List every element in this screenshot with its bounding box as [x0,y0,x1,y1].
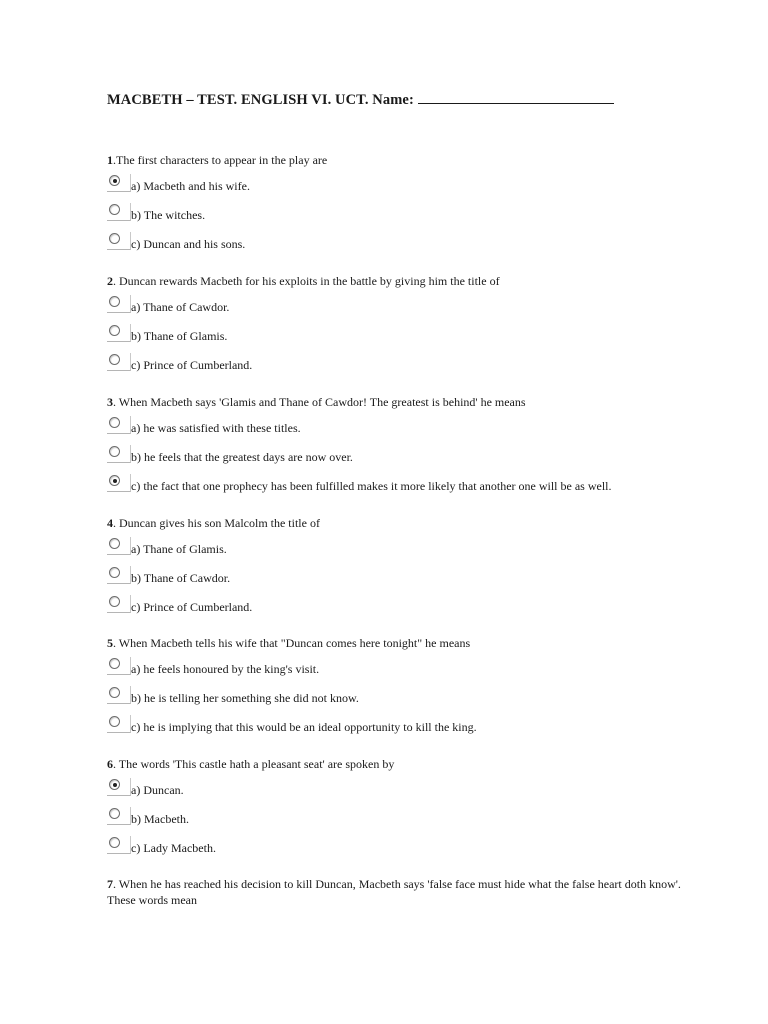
question-2 [107,273,717,376]
option-label: c) the fact that one prophecy has been fulfilled makes it more likely that another one will be as well. [131,479,612,493]
question-prompt: . Duncan gives his son Malcolm the title of [113,516,320,530]
question-number: 3 [107,395,113,409]
option-a[interactable] [107,410,717,439]
option-c[interactable] [107,589,717,618]
option-c[interactable] [107,347,717,376]
option-c[interactable] [107,709,717,738]
question-5 [107,635,717,738]
option-label: b) he is telling her something she did not know. [131,691,359,705]
radio-button[interactable] [107,174,131,192]
radio-circle-icon[interactable] [109,567,120,578]
radio-button[interactable] [107,232,131,250]
option-label: a) Duncan. [131,783,184,797]
question-3 [107,394,717,497]
option-c[interactable] [107,468,717,497]
radio-button[interactable] [107,203,131,221]
radio-button[interactable] [107,324,131,342]
question-text [107,152,717,168]
radio-button[interactable] [107,474,131,492]
radio-circle-icon[interactable] [109,325,120,336]
option-b[interactable] [107,801,717,830]
question-prompt: . When Macbeth says 'Glamis and Thane of Cawdor! The greatest is behind' he means [113,395,526,409]
radio-circle-icon[interactable] [109,716,120,727]
question-prompt: . The words 'This castle hath a pleasant seat' are spoken by [113,757,395,771]
question-text [107,876,707,908]
radio-circle-icon[interactable] [109,596,120,607]
radio-button[interactable] [107,778,131,796]
question-text [107,273,717,289]
question-prompt: . Duncan rewards Macbeth for his exploits in the battle by giving him the title of [113,274,500,288]
option-label: c) Prince of Cumberland. [131,600,253,614]
title-text: MACBETH – TEST. ENGLISH VI. UCT. Name: [107,92,414,108]
radio-circle-icon[interactable] [109,233,120,244]
question-prompt: . When Macbeth tells his wife that "Duncan comes here tonight" he means [113,636,471,650]
question-text [107,515,717,531]
radio-circle-icon[interactable] [109,837,120,848]
question-number: 4 [107,516,113,530]
radio-button[interactable] [107,807,131,825]
option-a[interactable] [107,168,717,197]
option-label: a) he feels honoured by the king's visit. [131,662,320,676]
radio-circle-icon[interactable] [109,687,120,698]
radio-circle-icon[interactable] [109,296,120,307]
option-c[interactable] [107,830,717,859]
option-label: b) Macbeth. [131,812,189,826]
question-number: 5 [107,636,113,650]
option-label: a) Thane of Glamis. [131,542,227,556]
question-number: 1 [107,153,113,167]
option-label: c) he is implying that this would be an ideal opportunity to kill the king. [131,720,477,734]
radio-button[interactable] [107,595,131,613]
question-text [107,635,717,651]
name-blank-line [418,91,614,104]
radio-selected-icon[interactable] [109,175,120,186]
question-number: 6 [107,757,113,771]
option-label: a) he was satisfied with these titles. [131,421,301,435]
option-label: b) Thane of Cawdor. [131,571,231,585]
question-prompt: . When he has reached his decision to kill Duncan, Macbeth says 'false face must hide what the false heart doth know'. These words mean [107,877,681,907]
radio-button[interactable] [107,715,131,733]
question-text [107,394,717,410]
option-label: b) The witches. [131,208,206,222]
radio-selected-icon[interactable] [109,475,120,486]
option-a[interactable] [107,531,717,560]
option-c[interactable] [107,226,717,255]
option-a[interactable] [107,772,717,801]
question-7 [107,876,707,908]
question-6 [107,756,717,859]
option-label: a) Thane of Cawdor. [131,300,230,314]
option-label: c) Duncan and his sons. [131,237,246,251]
option-label: c) Lady Macbeth. [131,841,216,855]
option-label: c) Prince of Cumberland. [131,358,253,372]
radio-button[interactable] [107,445,131,463]
question-number: 2 [107,274,113,288]
radio-circle-icon[interactable] [109,446,120,457]
option-b[interactable] [107,680,717,709]
radio-button[interactable] [107,657,131,675]
question-4 [107,515,717,618]
option-label: b) Thane of Glamis. [131,329,228,343]
radio-button[interactable] [107,686,131,704]
radio-button[interactable] [107,416,131,434]
radio-circle-icon[interactable] [109,808,120,819]
option-b[interactable] [107,318,717,347]
option-label: b) he feels that the greatest days are now over. [131,450,353,464]
option-b[interactable] [107,197,717,226]
option-a[interactable] [107,651,717,680]
question-prompt: .The first characters to appear in the play are [113,153,328,167]
question-1 [107,152,717,255]
question-text [107,756,717,772]
option-label: a) Macbeth and his wife. [131,179,250,193]
radio-button[interactable] [107,836,131,854]
radio-circle-icon[interactable] [109,658,120,669]
radio-button[interactable] [107,295,131,313]
radio-circle-icon[interactable] [109,417,120,428]
page-title [107,91,614,109]
question-number: 7 [107,877,113,891]
radio-circle-icon[interactable] [109,204,120,215]
radio-circle-icon[interactable] [109,538,120,549]
radio-circle-icon[interactable] [109,354,120,365]
radio-button[interactable] [107,353,131,371]
radio-selected-icon[interactable] [109,779,120,790]
option-b[interactable] [107,439,717,468]
option-b[interactable] [107,560,717,589]
option-a[interactable] [107,289,717,318]
radio-button[interactable] [107,566,131,584]
radio-button[interactable] [107,537,131,555]
